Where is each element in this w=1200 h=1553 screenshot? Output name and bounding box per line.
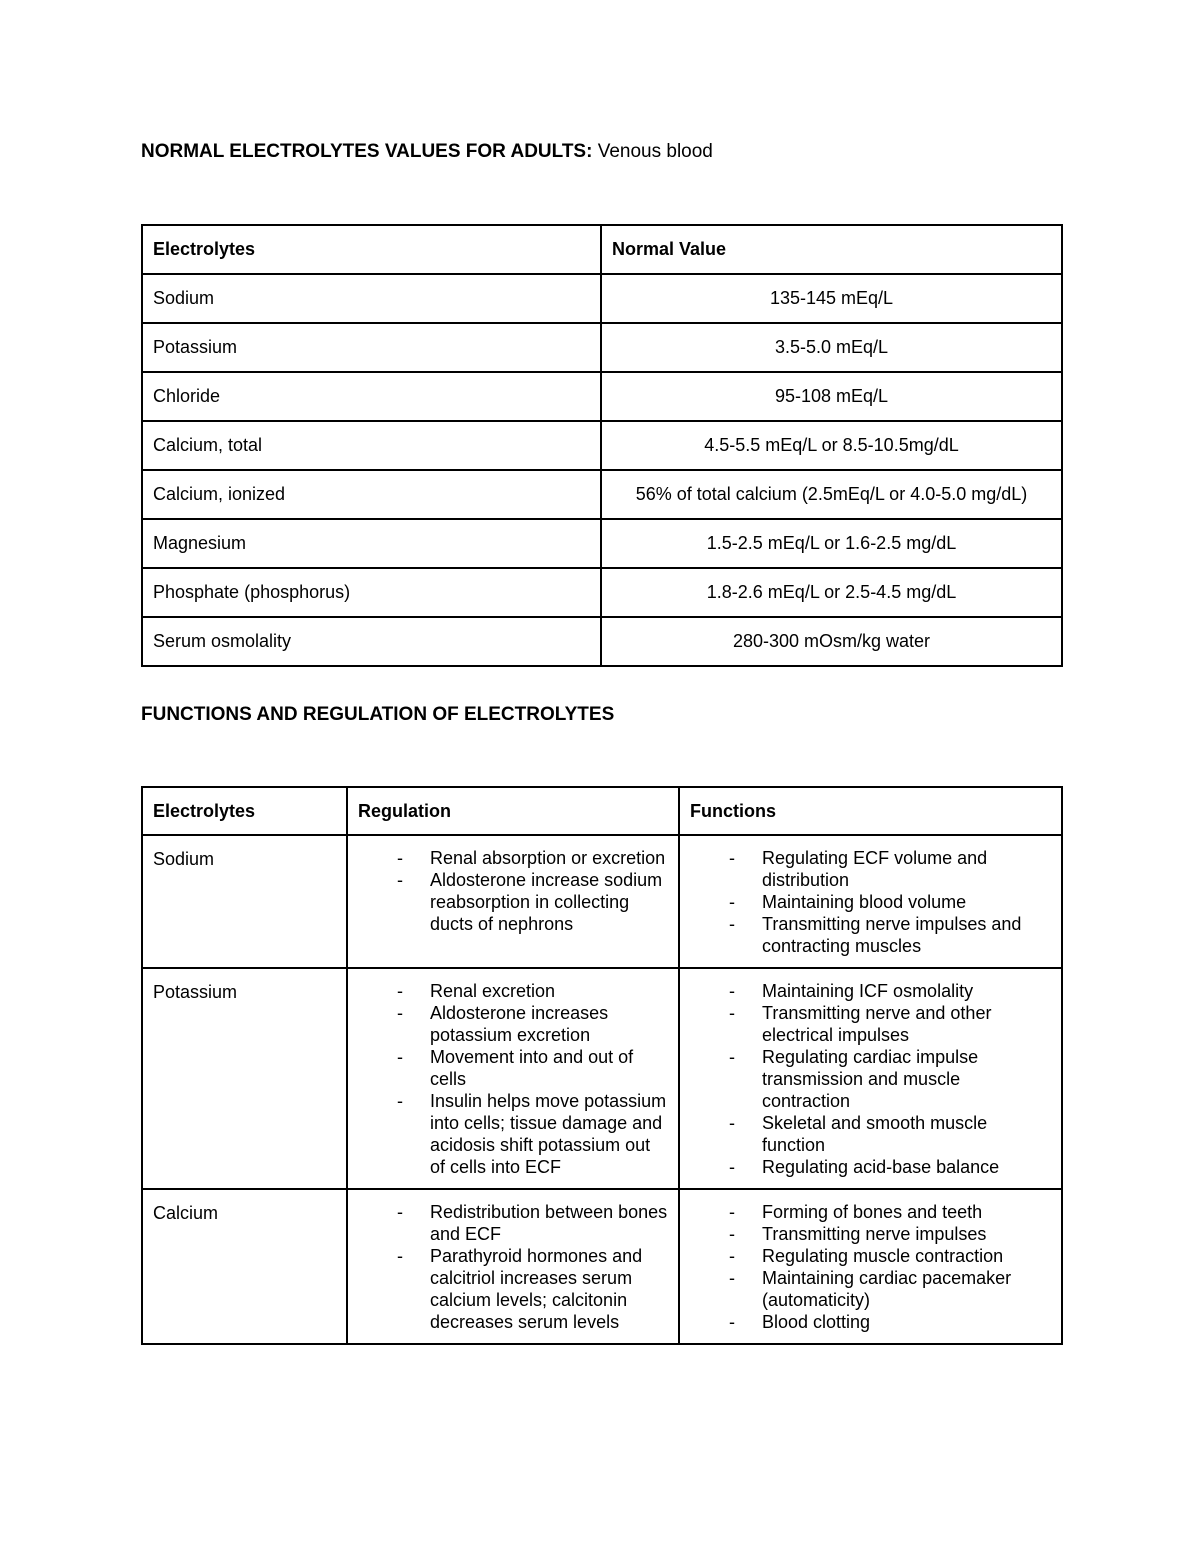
list-item: - Renal absorption or excretion: [430, 847, 668, 869]
regulation-cell: [347, 968, 679, 1189]
table-header-row: [142, 787, 1062, 835]
table-row: [142, 372, 1062, 421]
normal-values-heading-subtitle: Venous blood: [592, 141, 713, 162]
normal-value: 3.5-5.0 mEq/L: [601, 323, 1062, 372]
list-item: - Redistribution between bones and ECF: [430, 1201, 668, 1245]
electrolyte-name: Serum osmolality: [142, 617, 601, 666]
functions-regulation-table: [141, 786, 1063, 1345]
table-row: [142, 323, 1062, 372]
list-item: - Maintaining ICF osmolality: [762, 980, 1051, 1002]
list-item: - Movement into and out of cells: [430, 1046, 668, 1090]
list-item: - Renal excretion: [430, 980, 668, 1002]
regulation-list: [358, 980, 668, 1178]
functions-list: [690, 847, 1051, 957]
functions-list: [690, 980, 1051, 1178]
regulation-cell: [347, 1189, 679, 1344]
electrolyte-name: Calcium, ionized: [142, 470, 601, 519]
table-row: [142, 470, 1062, 519]
column-header-regulation: Regulation: [347, 787, 679, 835]
column-header-electrolytes: Electrolytes: [142, 225, 601, 274]
list-item: - Aldosterone increase sodium reabsorption in collecting ducts of nephrons: [430, 869, 668, 935]
regulation-cell: [347, 835, 679, 968]
functions-cell: [679, 968, 1062, 1189]
column-header-functions: Functions: [679, 787, 1062, 835]
list-item: - Regulating ECF volume and distribution: [762, 847, 1051, 891]
electrolyte-name: Potassium: [142, 323, 601, 372]
functions-cell: [679, 1189, 1062, 1344]
list-item: - Maintaining blood volume: [762, 891, 1051, 913]
table-header-row: [142, 225, 1062, 274]
list-item: - Maintaining cardiac pacemaker (automaticity): [762, 1267, 1051, 1311]
electrolyte-name: Sodium: [142, 835, 347, 968]
list-item: - Forming of bones and teeth: [762, 1201, 1051, 1223]
electrolyte-name: Potassium: [142, 968, 347, 1189]
normal-values-heading: [141, 141, 713, 163]
table-row: [142, 274, 1062, 323]
list-item: - Insulin helps move potassium into cells; tissue damage and acidosis shift potassium out of cells into ECF: [430, 1090, 668, 1178]
normal-value: 280-300 mOsm/kg water: [601, 617, 1062, 666]
electrolyte-name: Calcium, total: [142, 421, 601, 470]
normal-value: 1.8-2.6 mEq/L or 2.5-4.5 mg/dL: [601, 568, 1062, 617]
list-item: - Regulating cardiac impulse transmission and muscle contraction: [762, 1046, 1051, 1112]
table-row: [142, 968, 1062, 1189]
electrolyte-name: Magnesium: [142, 519, 601, 568]
normal-value: 56% of total calcium (2.5mEq/L or 4.0-5.0 mg/dL): [601, 470, 1062, 519]
list-item: - Transmitting nerve and other electrical impulses: [762, 1002, 1051, 1046]
column-header-normal-value: Normal Value: [601, 225, 1062, 274]
regulation-list: [358, 847, 668, 935]
table-row: [142, 519, 1062, 568]
electrolyte-name: Phosphate (phosphorus): [142, 568, 601, 617]
functions-regulation-heading: FUNCTIONS AND REGULATION OF ELECTROLYTES: [141, 704, 615, 725]
regulation-list: [358, 1201, 668, 1333]
normal-values-table: [141, 224, 1063, 667]
table-row: [142, 617, 1062, 666]
list-item: - Regulating muscle contraction: [762, 1245, 1051, 1267]
column-header-electrolytes: Electrolytes: [142, 787, 347, 835]
electrolyte-name: Sodium: [142, 274, 601, 323]
normal-value: 95-108 mEq/L: [601, 372, 1062, 421]
table-row: [142, 421, 1062, 470]
normal-value: 4.5-5.5 mEq/L or 8.5-10.5mg/dL: [601, 421, 1062, 470]
functions-cell: [679, 835, 1062, 968]
normal-values-heading-bold: NORMAL ELECTROLYTES VALUES FOR ADULTS:: [141, 141, 593, 162]
table-row: [142, 835, 1062, 968]
list-item: - Transmitting nerve impulses and contracting muscles: [762, 913, 1051, 957]
electrolyte-name: Chloride: [142, 372, 601, 421]
functions-list: [690, 1201, 1051, 1333]
list-item: - Aldosterone increases potassium excretion: [430, 1002, 668, 1046]
table-row: [142, 568, 1062, 617]
list-item: - Transmitting nerve impulses: [762, 1223, 1051, 1245]
list-item: - Skeletal and smooth muscle function: [762, 1112, 1051, 1156]
normal-value: 135-145 mEq/L: [601, 274, 1062, 323]
list-item: - Blood clotting: [762, 1311, 1051, 1333]
table-row: [142, 1189, 1062, 1344]
normal-value: 1.5-2.5 mEq/L or 1.6-2.5 mg/dL: [601, 519, 1062, 568]
electrolyte-name: Calcium: [142, 1189, 347, 1344]
list-item: - Parathyroid hormones and calcitriol increases serum calcium levels; calcitonin decreases serum levels: [430, 1245, 668, 1333]
list-item: - Regulating acid-base balance: [762, 1156, 1051, 1178]
